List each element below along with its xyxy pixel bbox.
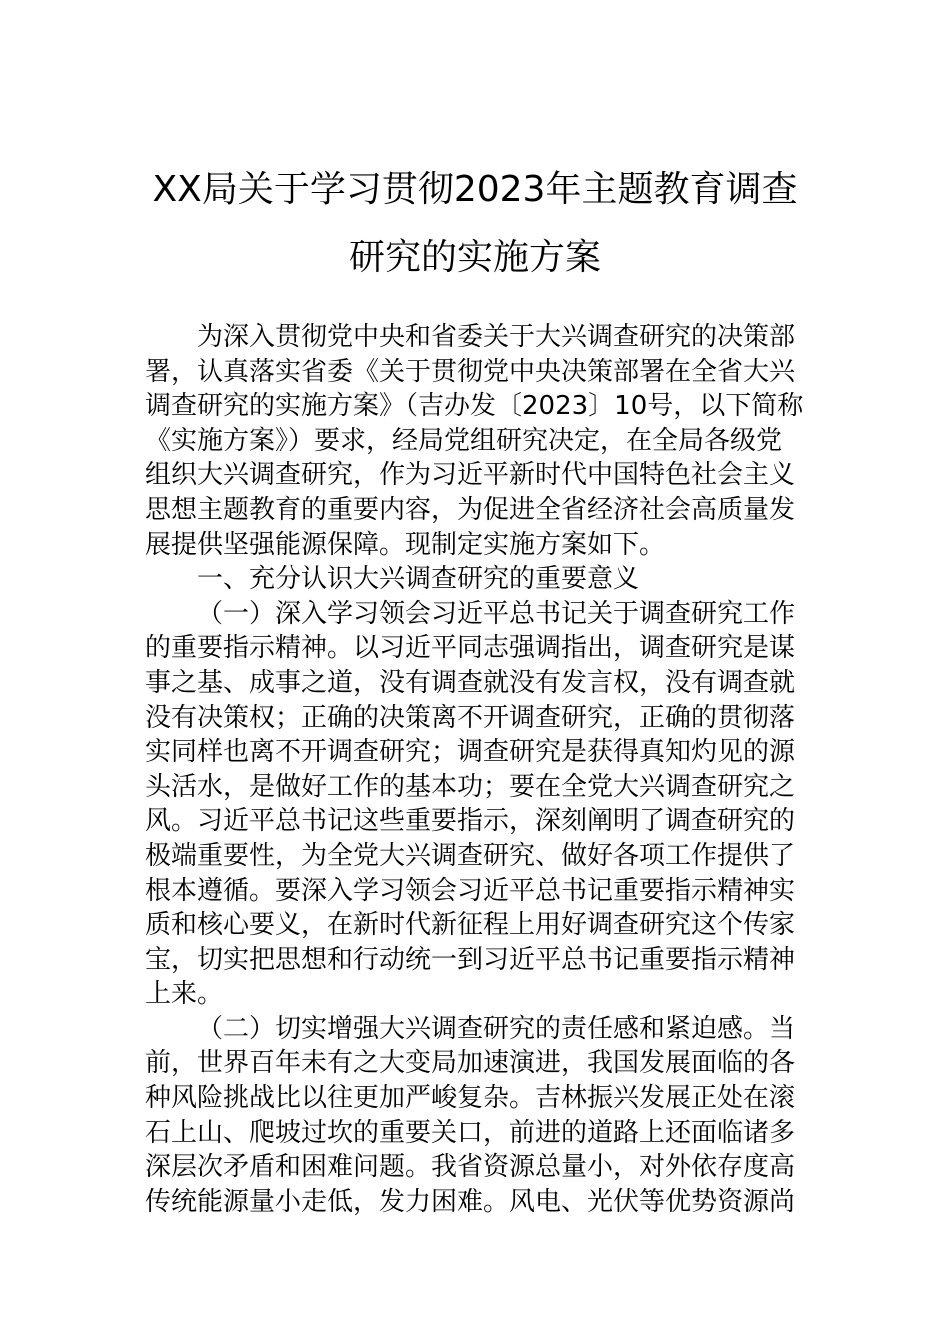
- paragraph-line: 署，认真落实省委《关于贯彻党中央决策部署在全省大兴: [145, 356, 796, 387]
- paragraph-line: 思想主题教育的重要内容，为促进全省经济社会高质量发: [145, 494, 796, 525]
- paragraph-line: 上来。: [145, 979, 224, 1010]
- paragraph-line: 极端重要性，为全党大兴调查研究、做好各项工作提供了: [145, 840, 796, 871]
- paragraph-line: 深层次矛盾和困难问题。我省资源总量小，对外依存度高: [145, 1152, 796, 1183]
- paragraph-line: （一）深入学习领会习近平总书记关于调查研究工作: [197, 598, 796, 629]
- paragraph-line: 头活水，是做好工作的基本功；要在全党大兴调查研究之: [145, 771, 796, 802]
- paragraph-line: 组织大兴调查研究，作为习近平新时代中国特色社会主义: [145, 460, 796, 491]
- section-heading: 一、充分认识大兴调查研究的重要意义: [197, 564, 640, 595]
- paragraph-line: 的重要指示精神。以习近平同志强调指出，调查研究是谋: [145, 633, 796, 664]
- paragraph-line: 质和核心要义，在新时代新征程上用好调查研究这个传家: [145, 910, 796, 941]
- paragraph-line: 种风险挑战比以往更加严峻复杂。吉林振兴发展正处在滚: [145, 1083, 796, 1114]
- paragraph-line: 实同样也离不开调查研究；调查研究是获得真知灼见的源: [145, 737, 796, 768]
- paragraph-line: 宝，切实把思想和行动统一到习近平总书记重要指示精神: [145, 944, 796, 975]
- paragraph-line: 根本遵循。要深入学习领会习近平总书记重要指示精神实: [145, 875, 796, 906]
- paragraph-line: 石上山、爬坡过坎的重要关口，前进的道路上还面临诸多: [145, 1117, 796, 1148]
- document-title-line-2: 研究的实施方案: [348, 237, 601, 278]
- paragraph-line: （二）切实增强大兴调查研究的责任感和紧迫感。当: [197, 1013, 796, 1044]
- paragraph-line: 调查研究的实施方案》（吉办发〔2023〕10号，以下简称: [145, 391, 804, 422]
- paragraph-line: 没有决策权；正确的决策离不开调查研究，正确的贯彻落: [145, 702, 796, 733]
- paragraph-line: 前，世界百年未有之大变局加速演进，我国发展面临的各: [145, 1048, 796, 1079]
- document-title-line-1: XX局关于学习贯彻2023年主题教育调查: [152, 169, 798, 210]
- paragraph-line: 为深入贯彻党中央和省委关于大兴调查研究的决策部: [197, 322, 796, 352]
- paragraph-line: 风。习近平总书记这些重要指示，深刻阐明了调查研究的: [145, 806, 796, 837]
- paragraph-line: 传统能源量小走低，发力困难。风电、光伏等优势资源尚: [145, 1186, 796, 1217]
- paragraph-line: 《实施方案》）要求，经局党组研究决定，在全局各级党: [145, 425, 783, 456]
- document-body: [145, 320, 810, 1219]
- paragraph-line: 展提供坚强能源保障。现制定实施方案如下。: [145, 529, 666, 560]
- paragraph-line: 事之基、成事之道，没有调查就没有发言权，没有调查就: [145, 667, 796, 698]
